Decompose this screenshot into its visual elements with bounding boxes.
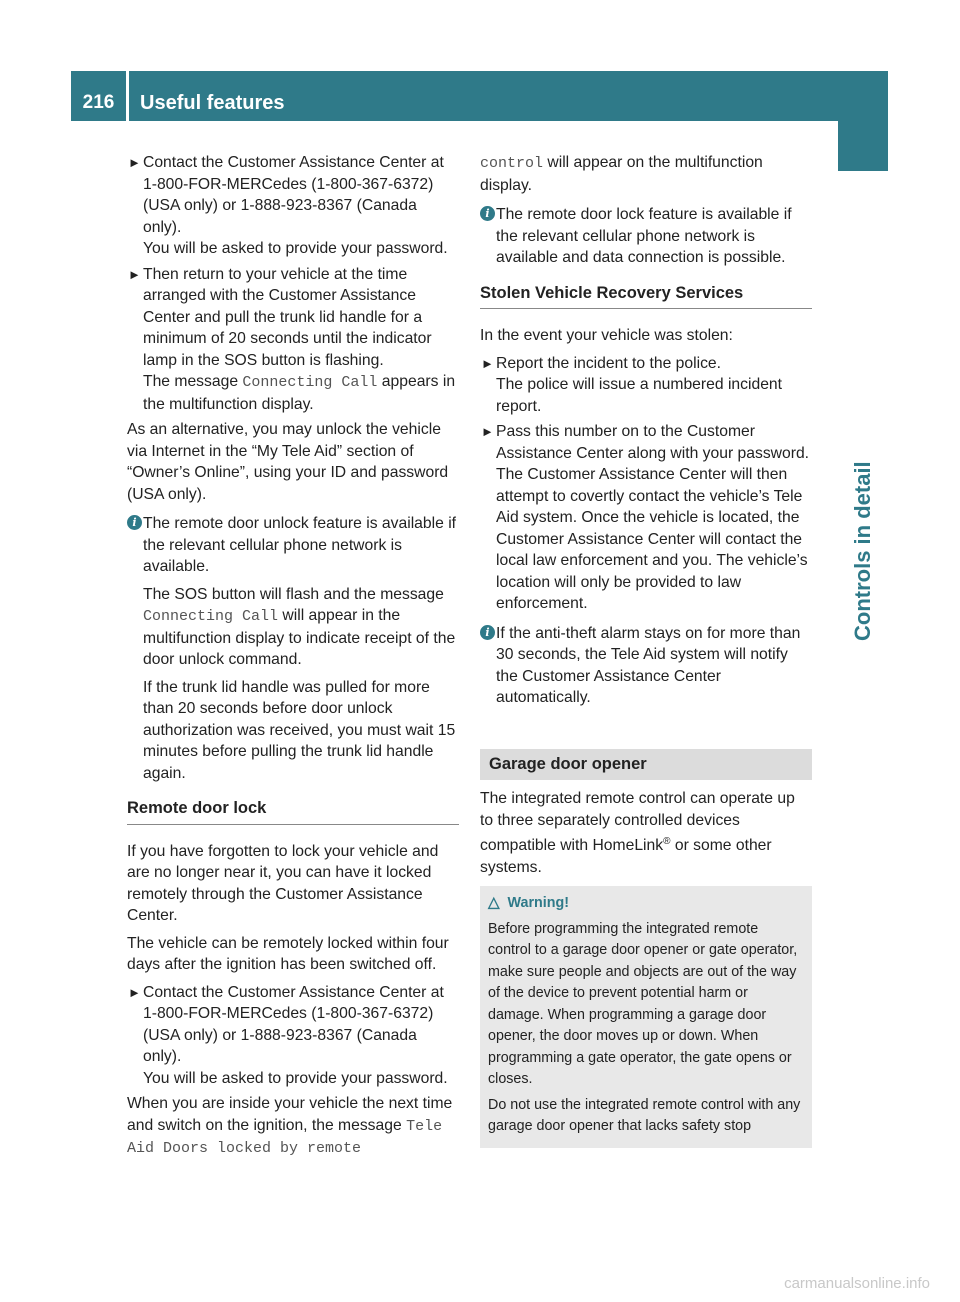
step-arrow-icon: ► <box>128 266 141 282</box>
chapter-tab-marker <box>838 121 888 171</box>
heading-stolen-vehicle: Stolen Vehicle Recovery Services <box>480 283 812 310</box>
step-contact-unlock: ► Contact the Customer Assistance Center at 1-800-FOR-MERCedes (1-800-367-6372) (USA only) or 1-888-923-8367 (Canada only). You will be asked to provide your password. <box>128 154 448 257</box>
step-arrow-icon: ► <box>481 424 494 439</box>
info-note-lock: i The remote door lock feature is available if the relevant cellular phone network is available and data connection is possible. <box>480 204 812 269</box>
step-arrow-icon: ► <box>128 984 141 1000</box>
left-column <box>127 152 459 1166</box>
paragraph-alternative: As an alternative, you may unlock the vehicle via Internet in the “My Tele Aid” section of “Owner’s Online”, using your ID and password (USA only). <box>127 421 449 503</box>
step-return-vehicle: ► Then return to your vehicle at the time arranged with the Customer Assistance Center and pull the trunk lid handle for a minimum of 20 seconds until the indicator lamp in the SOS button is flashing. The message Connecting Call appears in the multifunction display. <box>128 265 456 413</box>
chapter-label: Controls in detail <box>850 461 875 641</box>
step-report-police: ► Report the incident to the police. The police will issue a numbered incident report. <box>481 354 783 415</box>
heading-garage-door-opener: Garage door opener <box>480 749 812 781</box>
page-header <box>71 71 888 121</box>
info-note-unlock: i The remote door unlock feature is available if the relevant cellular phone network is available. The SOS button will flash and the message Connecting Call will appear in the multifunction display to indicate receipt of the door unlock command. If the trunk lid handle was pulled for more than 20 seconds before door unlock authorization was received, you must wait 15 minutes before pulling the trunk lid handle again. <box>127 513 459 784</box>
info-icon: i <box>127 515 142 530</box>
heading-remote-door-lock: Remote door lock <box>127 798 459 825</box>
warning-triangle-icon: △ <box>488 894 500 912</box>
section-title: Useful features <box>140 92 285 114</box>
warning-box: △ Warning! Before programming the integrated remote control to a garage door opener or gate operator, make sure people and objects are out of the way of the device to prevent potential harm or damage. When programming a garage door opener, the door moves up or down. When programming a gate operator, the gate opens or closes. Do not use the integrated remote control with any garage door opener that lacks safety stop <box>480 886 812 1148</box>
page-number: 216 <box>82 92 115 113</box>
info-icon: i <box>480 206 495 221</box>
header-divider <box>126 71 129 121</box>
step-contact-lock: ► Contact the Customer Assistance Center at 1-800-FOR-MERCedes (1-800-367-6372) (USA only) or 1-888-923-8367 (Canada only). You will be asked to provide your password. <box>128 983 448 1087</box>
paragraph-garage: The integrated remote control can operate up to three separately controlled devices compatible with HomeLink® or some other systems. <box>480 790 795 876</box>
step-arrow-icon: ► <box>481 355 494 371</box>
right-column <box>480 152 812 1148</box>
paragraph-continued: control will appear on the multifunction display. <box>480 154 763 194</box>
paragraph-lock-1: If you have forgotten to lock your vehicle and are no longer near it, you can have it locked remotely through the Customer Assistance Center. <box>127 842 439 924</box>
paragraph-lock-2: The vehicle can be remotely locked within four days after the ignition has been switched off. <box>127 934 449 973</box>
step-arrow-icon: ► <box>128 155 141 170</box>
paragraph-event: In the event your vehicle was stolen: <box>480 327 733 344</box>
watermark: carmanualsonline.info <box>784 1275 930 1292</box>
chapter-sidebar <box>838 121 888 1302</box>
step-pass-number: ► Pass this number on to the Customer Assistance Center along with your password. The Customer Assistance Center will then attempt to covertly contact the vehicle’s Tele Aid system. Once the vehicle is located, the Customer Assistance Center will contact the local law enforcement and you. The vehicle’s location will only be provided to law enforcement. <box>481 423 810 612</box>
paragraph-inside-vehicle: When you are inside your vehicle the next time and switch on the ignition, the message Tele Aid Doors locked by remote <box>127 1095 453 1157</box>
info-note-alarm: i If the anti-theft alarm stays on for more than 30 seconds, the Tele Aid system will notify the Customer Assistance Center automatically. <box>480 623 812 709</box>
info-icon: i <box>480 625 495 640</box>
